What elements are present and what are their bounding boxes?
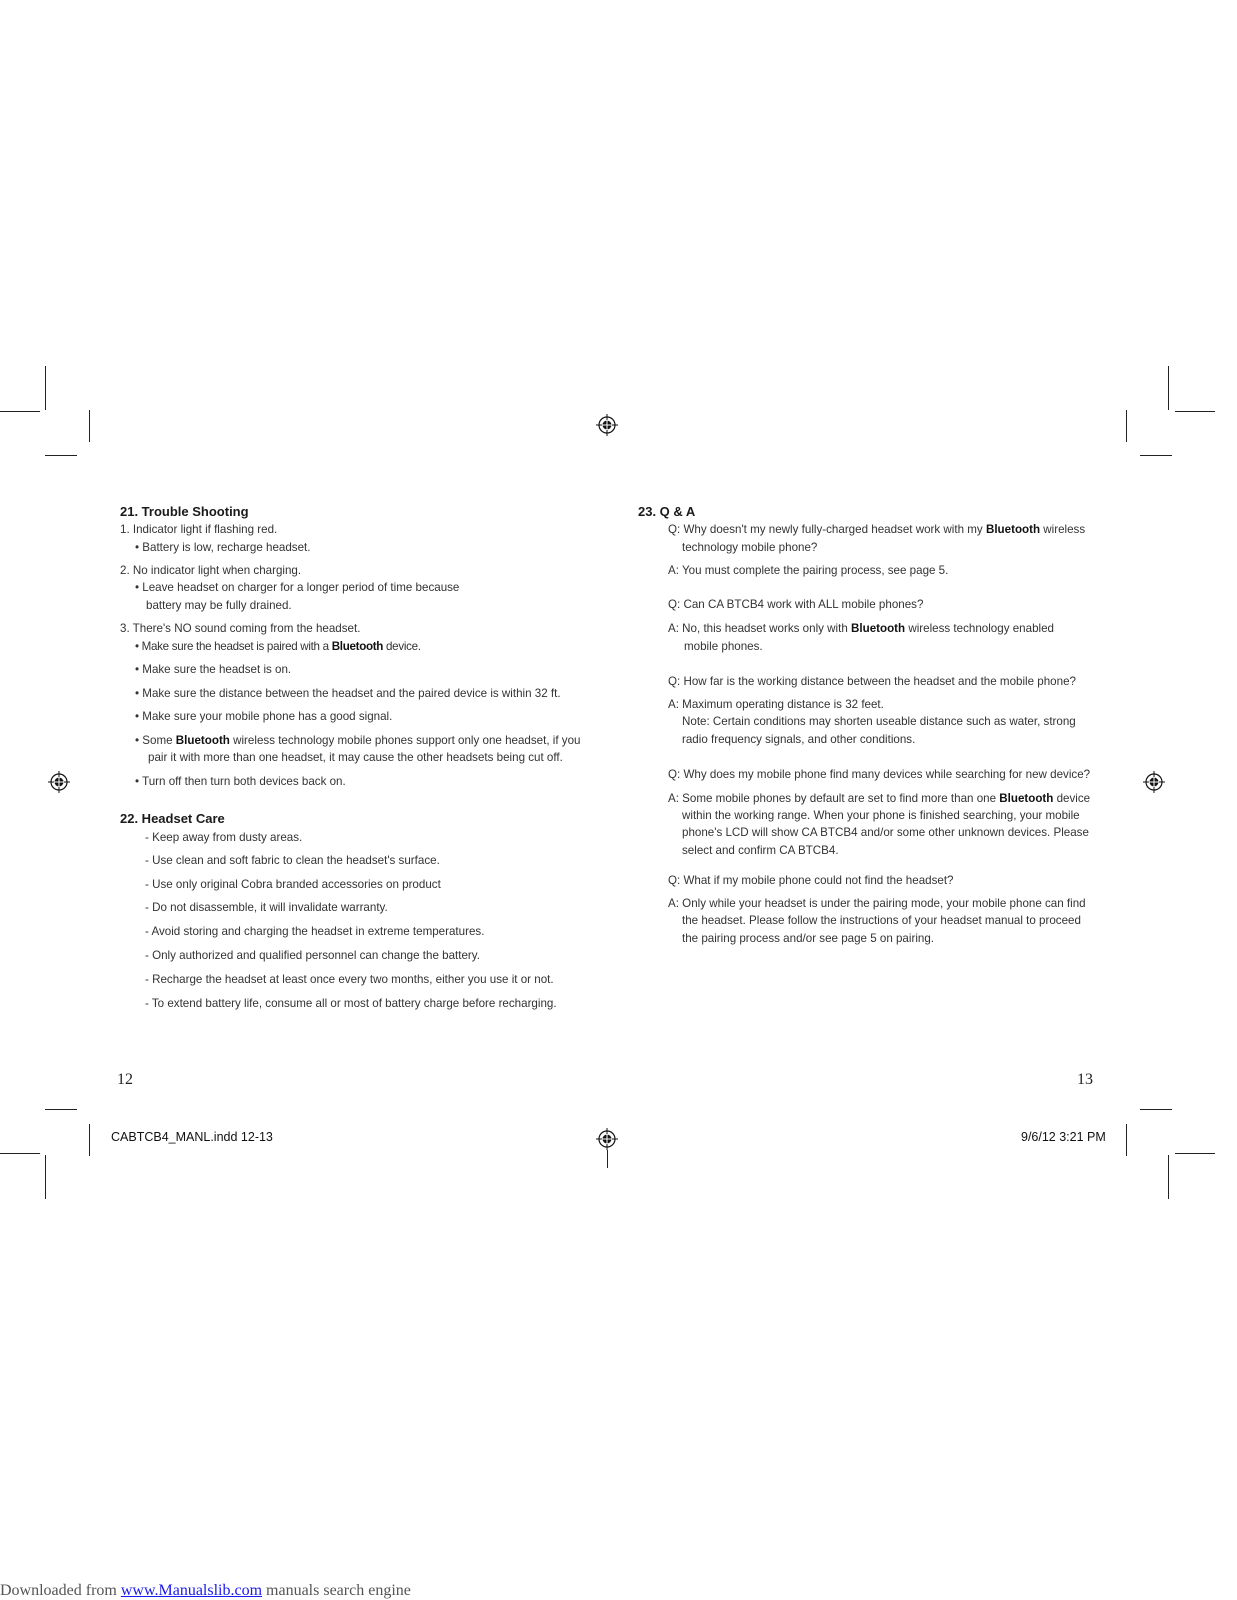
slug-date: 9/6/12 3:21 PM bbox=[1021, 1130, 1106, 1144]
trouble-item-2-bullet-1-cont: battery may be fully drained. bbox=[146, 599, 292, 612]
section-23-title: 23. Q & A bbox=[638, 504, 696, 519]
trouble-item-1-bullet-1: • Battery is low, recharge headset. bbox=[135, 541, 311, 554]
list-item: - Use only original Cobra branded accessories on product bbox=[145, 878, 441, 891]
trouble-item-3-bullet-5: • Some Bluetooth wireless technology mobile phones support only one headset, if you bbox=[135, 734, 581, 747]
answer-3-note: Note: Certain conditions may shorten useable distance such as water, strong bbox=[682, 715, 1076, 728]
answer-5-cont-2: the pairing process and/or see page 5 on pairing. bbox=[682, 932, 935, 945]
trouble-item-1: 1. Indicator light if flashing red. bbox=[120, 523, 278, 536]
list-item: - Do not disassemble, it will invalidate warranty. bbox=[145, 901, 388, 914]
answer-2-cont: mobile phones. bbox=[684, 640, 763, 653]
manualslib-link[interactable]: www.Manualslib.com bbox=[120, 1582, 263, 1599]
download-footer bbox=[0, 1582, 411, 1600]
question-3: Q: How far is the working distance between the headset and the mobile phone? bbox=[668, 675, 1076, 688]
list-item: - Keep away from dusty areas. bbox=[145, 831, 303, 844]
list-item: - Use clean and soft fabric to clean the headset's surface. bbox=[145, 854, 440, 867]
trouble-item-3-bullet-6: • Turn off then turn both devices back on. bbox=[135, 775, 346, 788]
list-item: - Recharge the headset at least once every two months, either you use it or not. bbox=[145, 973, 554, 986]
answer-4: A: Some mobile phones by default are set to find more than one Bluetooth device bbox=[668, 792, 1091, 805]
answer-4-cont-1: within the working range. When your phone is finished searching, your mobile bbox=[682, 809, 1080, 822]
registration-mark-bottom-icon bbox=[596, 1128, 618, 1150]
registration-mark-right-icon bbox=[1143, 771, 1165, 793]
section-22-title: 22. Headset Care bbox=[120, 811, 225, 826]
page-number-right: 13 bbox=[1077, 1071, 1093, 1088]
page-number-left: 12 bbox=[117, 1071, 133, 1088]
trouble-item-3-bullet-3: • Make sure the distance between the headset and the paired device is within 32 ft. bbox=[135, 687, 561, 700]
registration-mark-top-icon bbox=[596, 414, 618, 436]
answer-5-cont-1: the headset. Please follow the instructions of your headset manual to proceed bbox=[682, 914, 1081, 927]
answer-2: A: No, this headset works only with Bluetooth wireless technology enabled bbox=[668, 622, 1054, 635]
answer-5: A: Only while your headset is under the pairing mode, your mobile phone can find bbox=[668, 897, 1086, 910]
question-1-cont: technology mobile phone? bbox=[682, 541, 818, 554]
footer-suffix: manuals search engine bbox=[262, 1582, 411, 1599]
question-2: Q: Can CA BTCB4 work with ALL mobile phones? bbox=[668, 598, 924, 611]
trouble-item-3: 3. There's NO sound coming from the headset. bbox=[120, 622, 361, 635]
trouble-item-2: 2. No indicator light when charging. bbox=[120, 564, 302, 577]
answer-3-note-cont: radio frequency signals, and other conditions. bbox=[682, 733, 916, 746]
question-5: Q: What if my mobile phone could not find the headset? bbox=[668, 874, 954, 887]
slug-filename: CABTCB4_MANL.indd 12-13 bbox=[111, 1130, 273, 1144]
footer-prefix: Downloaded from bbox=[0, 1582, 121, 1599]
trouble-item-3-bullet-2: • Make sure the headset is on. bbox=[135, 663, 292, 676]
answer-1: A: You must complete the pairing process, see page 5. bbox=[668, 564, 949, 577]
trouble-item-3-bullet-1: • Make sure the headset is paired with a Bluetooth device. bbox=[135, 640, 421, 653]
trouble-item-3-bullet-5-cont: pair it with more than one headset, it may cause the other headsets being cut off. bbox=[148, 751, 563, 764]
list-item: - Only authorized and qualified personnel can change the battery. bbox=[145, 949, 480, 962]
section-21-title: 21. Trouble Shooting bbox=[120, 504, 249, 519]
trouble-item-2-bullet-1: • Leave headset on charger for a longer period of time because bbox=[135, 581, 460, 594]
question-4: Q: Why does my mobile phone find many devices while searching for new device? bbox=[668, 768, 1091, 781]
registration-mark-left-icon bbox=[48, 771, 70, 793]
list-item: - Avoid storing and charging the headset in extreme temperatures. bbox=[145, 925, 485, 938]
trouble-item-3-bullet-4: • Make sure your mobile phone has a good signal. bbox=[135, 710, 393, 723]
answer-4-cont-3: select and confirm CA BTCB4. bbox=[682, 844, 839, 857]
answer-4-cont-2: phone's LCD will show CA BTCB4 and/or some other unknown devices. Please bbox=[682, 826, 1089, 839]
answer-3: A: Maximum operating distance is 32 feet. bbox=[668, 698, 884, 711]
question-1: Q: Why doesn't my newly fully-charged headset work with my Bluetooth wireless bbox=[668, 523, 1086, 536]
list-item: - To extend battery life, consume all or most of battery charge before recharging. bbox=[145, 997, 557, 1010]
